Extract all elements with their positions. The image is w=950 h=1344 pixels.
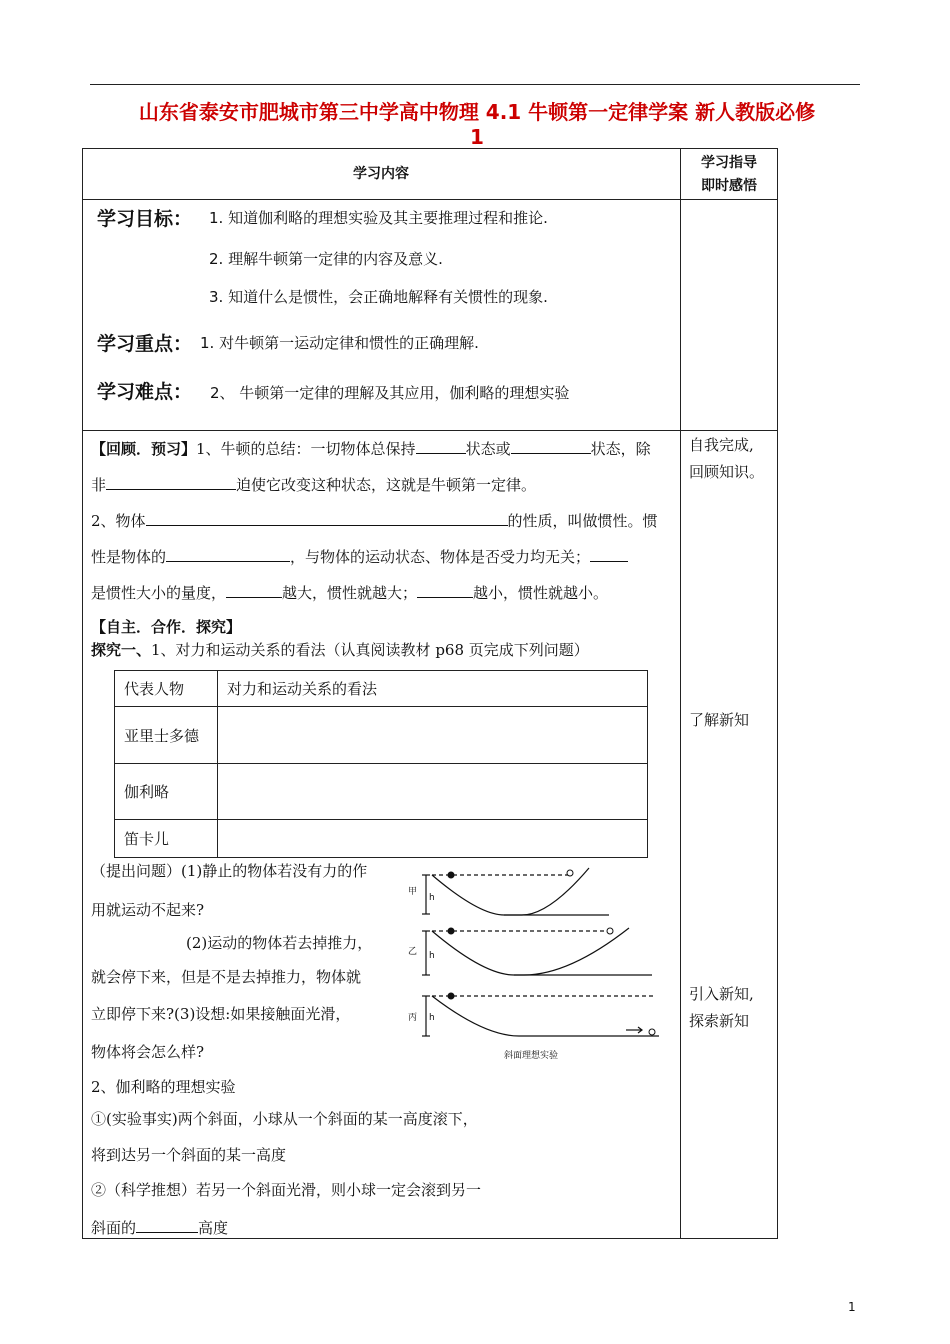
height-label: h — [429, 951, 435, 961]
experiment-step-1: ①(实验事实)两个斜面，小球从一个斜面的某一高度滚下， — [91, 1110, 478, 1128]
panel-label: 丙 — [408, 1013, 418, 1023]
key-point-item: 1. 对牛顿第一运动定律和惯性的正确理解. — [200, 334, 479, 352]
question-paragraph-5: 立即停下来?(3)设想:如果接触面光滑， — [91, 1005, 351, 1023]
experiment-step-2-cont: 斜面的 高度 — [91, 1219, 229, 1237]
fill-blank[interactable] — [136, 1218, 198, 1233]
review-line-3: 2、物体 的性质，叫做惯性。惯 — [91, 512, 658, 530]
ball — [448, 993, 455, 1000]
ball — [448, 928, 455, 935]
fill-blank[interactable] — [146, 511, 508, 526]
difficulty-label: 学习难点： — [97, 381, 193, 403]
document-title-line2: 1 — [470, 125, 484, 149]
answer-cell[interactable] — [218, 707, 648, 764]
question-paragraph-1: （提出问题）(1)静止的物体若没有力的作 — [91, 862, 368, 880]
incline-experiment-figure — [404, 858, 666, 1064]
fill-blank[interactable] — [590, 547, 628, 562]
height-label: h — [429, 893, 435, 903]
track-curve — [432, 996, 659, 1036]
table-row — [115, 820, 648, 858]
document-title: 山东省泰安市肥城市第三中学高中物理 4.1 牛顿第一定律学案 新人教版必修 — [138, 100, 816, 124]
header-row-divider — [82, 199, 778, 200]
answer-cell[interactable] — [218, 764, 648, 820]
experiment-step-1-cont: 将到达另一个斜面的某一高度 — [91, 1146, 287, 1164]
page-number: 1 — [848, 1300, 856, 1314]
figure-caption: 斜面理想实验 — [504, 1051, 559, 1061]
height-label: h — [429, 1013, 435, 1023]
header-guidance: 学习指导 — [701, 155, 757, 171]
side-note-1: 自我完成, 回顾知识。 — [689, 436, 765, 481]
key-point-label: 学习重点： — [97, 333, 193, 355]
ball — [607, 928, 613, 934]
review-line-1: 【回顾．预习】1、牛顿的总结：一切物体总保持 状态或 状态，除 — [91, 440, 651, 458]
fill-blank[interactable] — [417, 583, 473, 598]
ball — [649, 1029, 655, 1035]
column-divider — [680, 148, 681, 1239]
table-cell-person: 亚里士多德 — [115, 707, 218, 764]
review-heading: 【回顾．预习】 — [91, 440, 197, 458]
question-paragraph-6: 物体将会怎么样? — [91, 1043, 205, 1061]
review-line-2: 非 迫使它改变这种状态，这就是牛顿第一定律。 — [91, 476, 537, 494]
table-row — [115, 707, 648, 764]
objective-item-3: 3. 知道什么是惯性，会正确地解释有关惯性的现象. — [209, 288, 548, 306]
top-rule — [90, 84, 860, 85]
table-cell-person: 笛卡儿 — [115, 820, 218, 858]
fill-blank[interactable] — [106, 475, 236, 490]
fill-blank[interactable] — [226, 583, 282, 598]
ball — [567, 870, 573, 876]
table-header-view: 对力和运动关系的看法 — [218, 671, 648, 707]
panel-label: 乙 — [408, 947, 418, 957]
explore-question-1: 探究一、1、对力和运动关系的看法（认真阅读教材 p68 页完成下列问题） — [91, 641, 589, 659]
question-paragraph-4: 就会停下来，但是不是去掉推力，物体就 — [91, 968, 362, 986]
question-paragraph-2: 用就运动不起来? — [91, 901, 205, 919]
panel-label: 甲 — [408, 887, 418, 897]
fill-blank[interactable] — [416, 439, 466, 454]
question-paragraph-3: (2)运动的物体若去掉推力， — [186, 934, 373, 952]
explore-question-2: 2、伽利略的理想实验 — [91, 1078, 236, 1096]
table-row — [115, 764, 648, 820]
force-motion-views-table — [114, 670, 648, 858]
table-cell-person: 伽利略 — [115, 764, 218, 820]
objective-item-2: 2. 理解牛顿第一定律的内容及意义. — [209, 250, 443, 268]
review-line-5: 是惯性大小的量度， 越大，惯性就越大； 越小，惯性就越小。 — [91, 584, 609, 602]
difficulty-item: 2、 牛顿第一定律的理解及其应用，伽利略的理想实验 — [210, 384, 570, 402]
header-reflection: 即时感悟 — [701, 178, 757, 194]
objective-item-1: 1. 知道伽利略的理想实验及其主要推理过程和推论. — [209, 209, 548, 227]
header-learning-content: 学习内容 — [353, 166, 409, 182]
fill-blank[interactable] — [166, 547, 290, 562]
explore-heading: 【自主．合作．探究】 — [91, 618, 242, 636]
fill-blank[interactable] — [511, 439, 591, 454]
table-row — [115, 671, 648, 707]
track-curve — [432, 928, 629, 975]
side-note-2: 了解新知 — [689, 711, 750, 729]
table-header-person: 代表人物 — [115, 671, 218, 707]
objectives-label: 学习目标： — [97, 208, 193, 230]
answer-cell[interactable] — [218, 820, 648, 858]
review-line-4: 性是物体的 ，与物体的运动状态、物体是否受力均无关； — [91, 546, 628, 567]
side-note-3: 引入新知, 探索新知 — [689, 985, 754, 1030]
experiment-step-2: ②（科学推想）若另一个斜面光滑，则小球一定会滚到另一 — [91, 1181, 482, 1199]
goals-row-divider — [82, 430, 778, 431]
ball — [448, 872, 455, 879]
